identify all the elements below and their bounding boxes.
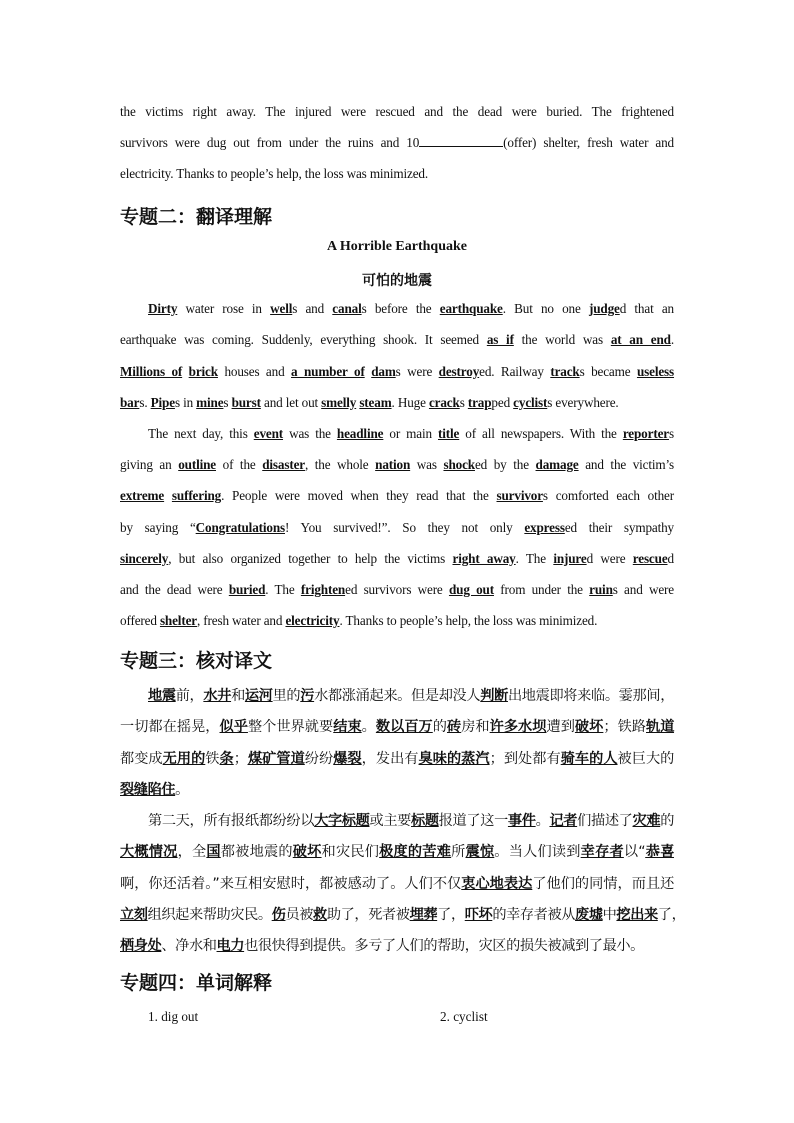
key-term: nation bbox=[375, 457, 411, 473]
text-run: and the dead were bbox=[120, 582, 229, 597]
key-term: judge bbox=[588, 301, 620, 316]
text-run: 铁 bbox=[205, 750, 220, 767]
key-term: 破坏 bbox=[292, 844, 322, 861]
text-run: and let out bbox=[260, 394, 322, 410]
text-run: ed. Railway bbox=[479, 363, 551, 379]
text-run: of all newspapers. With the bbox=[459, 426, 623, 441]
key-term: 挖出来 bbox=[616, 906, 658, 923]
text-run: 和 bbox=[231, 688, 245, 704]
paragraph-line bbox=[120, 582, 674, 598]
text-run: s bbox=[459, 394, 468, 410]
key-term: dug out bbox=[448, 582, 494, 597]
key-term: 似乎 bbox=[219, 719, 248, 736]
text-run: 啊，你还活着。”来互相安慰时，都被感动了。人们不仅 bbox=[120, 875, 462, 892]
key-term: 极度的苦难 bbox=[379, 844, 452, 861]
key-term: 恭喜 bbox=[645, 844, 674, 861]
key-term: damage bbox=[535, 457, 579, 473]
passage-title-en: A Horrible Earthquake bbox=[326, 239, 467, 254]
key-term: 大概情况 bbox=[120, 844, 178, 861]
key-term: shock bbox=[443, 457, 475, 473]
text-run: s became bbox=[579, 363, 637, 379]
text-run: 里的 bbox=[272, 688, 301, 704]
paragraph-line bbox=[120, 364, 674, 380]
paragraph-line bbox=[120, 457, 674, 473]
paragraph-line bbox=[148, 685, 674, 705]
paragraph-line bbox=[120, 904, 686, 924]
key-term: right away bbox=[452, 550, 516, 566]
text-run: 遭到 bbox=[546, 719, 575, 736]
paragraph-line bbox=[120, 873, 674, 893]
key-term: 栖身处 bbox=[120, 938, 162, 955]
key-term: 地震 bbox=[148, 688, 176, 704]
text-run: 一切都在摇晃， bbox=[120, 719, 220, 736]
text-run: 或主要 bbox=[369, 813, 412, 829]
paragraph-line bbox=[120, 395, 674, 411]
key-term: as if bbox=[486, 332, 514, 348]
key-term: injure bbox=[553, 550, 587, 566]
key-term: 伤 bbox=[271, 906, 286, 923]
key-term: 废墟 bbox=[575, 906, 603, 923]
text-run: ed their sympathy bbox=[564, 519, 674, 535]
key-term: 条 bbox=[219, 750, 234, 767]
key-term: at an end bbox=[610, 332, 671, 348]
key-term: ruin bbox=[589, 582, 613, 597]
key-term: 国 bbox=[206, 844, 221, 861]
text-run: 。 bbox=[535, 813, 550, 829]
text-run: ped bbox=[491, 394, 514, 410]
key-term: 震惊 bbox=[465, 844, 495, 861]
key-term: 埋葬 bbox=[409, 906, 438, 923]
key-term: canal bbox=[332, 301, 362, 316]
key-term: smelly bbox=[321, 394, 357, 410]
paragraph-line: electricity. Thanks to people’s help, the loss was minimized. bbox=[120, 166, 429, 181]
key-term: well bbox=[270, 301, 293, 316]
text-run: 了他们的同情，而且还 bbox=[532, 875, 674, 892]
key-term: 立刻 bbox=[120, 906, 148, 923]
key-term: Dirty bbox=[148, 301, 178, 316]
text-run: 前， bbox=[175, 688, 204, 704]
key-term: steam bbox=[359, 394, 392, 410]
text-run: ，发出有 bbox=[361, 750, 419, 767]
key-term: 污 bbox=[300, 688, 315, 704]
text-run: d bbox=[667, 550, 674, 566]
key-term: 吓坏 bbox=[464, 906, 493, 923]
text-run: the world was bbox=[513, 332, 611, 348]
key-term: 砖 bbox=[446, 719, 462, 736]
text-run: ； bbox=[233, 750, 248, 767]
key-term: 判断 bbox=[480, 688, 508, 704]
key-term: 运河 bbox=[244, 688, 273, 704]
text-run: 。 bbox=[361, 719, 376, 736]
paragraph-line-with-blank bbox=[120, 135, 674, 151]
text-run: or main bbox=[383, 426, 438, 441]
text-run: was the bbox=[283, 426, 337, 441]
text-run: 水都涨涌起来。但是却没人 bbox=[314, 688, 481, 704]
text-run: earthquake was coming. Suddenly, everything shook. It seemed bbox=[120, 332, 487, 348]
key-term: 骑车的人 bbox=[560, 750, 618, 767]
fill-blank-10[interactable] bbox=[419, 135, 503, 147]
text-run: . The bbox=[515, 550, 554, 566]
text-run: 纷纷 bbox=[304, 750, 334, 767]
text-run: . Huge bbox=[391, 394, 429, 410]
text-run: 、净水和 bbox=[161, 938, 217, 955]
paragraph-line bbox=[120, 551, 674, 567]
key-term: bar bbox=[120, 394, 140, 410]
key-term: 水井 bbox=[203, 688, 232, 704]
paragraph-line bbox=[120, 748, 674, 768]
text-run: The next day, this bbox=[148, 426, 254, 441]
text-run: 中 bbox=[602, 906, 617, 923]
text-run: , but also organized together to help the victims bbox=[168, 550, 453, 566]
text-run: 们描述了 bbox=[577, 813, 633, 829]
text-run: s were bbox=[395, 363, 439, 379]
text-run: 的 bbox=[660, 813, 674, 829]
text-run: 了， bbox=[437, 906, 465, 923]
text-run: ，全 bbox=[177, 844, 207, 861]
key-term: 破坏 bbox=[574, 719, 604, 736]
text-run: d were bbox=[586, 550, 633, 566]
key-term: event bbox=[253, 426, 284, 441]
text-run: 和灾民们 bbox=[321, 844, 380, 861]
paragraph-line bbox=[120, 488, 674, 504]
key-term: 轨道 bbox=[646, 719, 675, 736]
key-term: a number of bbox=[291, 363, 365, 379]
paragraph-line bbox=[148, 810, 674, 830]
key-term: 幸存者 bbox=[580, 844, 624, 861]
key-term: disaster bbox=[262, 457, 305, 473]
key-term: brick bbox=[188, 363, 218, 379]
key-term: Pipe bbox=[150, 394, 175, 410]
paragraph-line bbox=[120, 935, 674, 955]
key-term: reporter bbox=[622, 426, 669, 441]
key-term: 灾难 bbox=[632, 813, 661, 829]
key-term: cyclist bbox=[513, 394, 548, 410]
section2-heading: 专题二：翻译理解 bbox=[120, 206, 273, 228]
line-text: survivors were dug out from under the ruins and 10 bbox=[120, 135, 420, 150]
text-run: 所 bbox=[451, 844, 466, 861]
key-term: suffering bbox=[171, 488, 222, 504]
text-run: s and were bbox=[612, 582, 674, 597]
text-run: ed by the bbox=[474, 457, 536, 473]
text-run: 以“ bbox=[623, 844, 646, 861]
vocab-item-1: 1. dig out bbox=[148, 1009, 199, 1024]
section3-heading: 专题三：核对译文 bbox=[120, 650, 273, 672]
key-term: 许多水坝 bbox=[489, 719, 547, 736]
paragraph-line bbox=[120, 779, 674, 799]
key-term: rescue bbox=[632, 550, 668, 566]
text-run: 房和 bbox=[461, 719, 490, 736]
paragraph-line bbox=[148, 426, 674, 442]
key-term: 无用的 bbox=[162, 750, 206, 767]
text-run: s before the bbox=[361, 301, 440, 316]
key-term: 结束 bbox=[333, 719, 362, 736]
key-term: useless bbox=[636, 363, 675, 379]
paragraph-line bbox=[120, 613, 674, 629]
text-run: 组织起来帮助灾民。 bbox=[147, 906, 272, 923]
text-run: offered bbox=[120, 613, 160, 629]
key-term: 大字标题 bbox=[314, 813, 370, 829]
paragraph-line bbox=[120, 841, 674, 861]
paragraph-line bbox=[120, 332, 674, 348]
key-term: 臭味的蒸汽 bbox=[418, 750, 490, 767]
key-term: 事件 bbox=[507, 813, 536, 829]
text-run: , fresh water and bbox=[196, 613, 286, 629]
text-run: was bbox=[410, 457, 444, 473]
text-run: by saying “ bbox=[120, 519, 196, 535]
text-run: 都变成 bbox=[120, 750, 163, 767]
vocab-item-2: 2. cyclist bbox=[440, 1009, 488, 1024]
text-run: and the victim’s bbox=[578, 457, 675, 473]
key-term: survivor bbox=[496, 488, 543, 504]
key-term: frighten bbox=[300, 582, 346, 597]
text-run: ；到处都有 bbox=[489, 750, 561, 767]
key-term: headline bbox=[336, 426, 384, 441]
key-term: 煤矿管道 bbox=[247, 750, 305, 767]
key-term: title bbox=[438, 426, 460, 441]
text-run: s bbox=[223, 394, 232, 410]
text-run: s bbox=[668, 426, 674, 441]
text-run: 第二天，所有报纸都纷纷以 bbox=[148, 813, 315, 829]
text-run: . People were moved when they read that the bbox=[221, 488, 497, 504]
key-term: mine bbox=[196, 394, 224, 410]
key-term: buried bbox=[228, 582, 266, 597]
text-run: 了， bbox=[657, 906, 686, 923]
key-term: 记者 bbox=[549, 813, 578, 829]
text-run: , the whole bbox=[304, 457, 376, 473]
text-run: giving an bbox=[120, 457, 179, 473]
text-run: s and bbox=[292, 301, 333, 316]
key-term: 电力 bbox=[216, 938, 245, 955]
key-term: crack bbox=[428, 394, 460, 410]
text-run: 报道了这一 bbox=[438, 813, 508, 829]
text-run: ! You survived!”. So they not only bbox=[285, 519, 525, 535]
paragraph-line: the victims right away. The injured were rescued and the dead were buried. The frightened bbox=[120, 104, 674, 119]
text-run: water rose in bbox=[177, 301, 271, 316]
text-run: 员被 bbox=[285, 906, 314, 923]
key-term: extreme bbox=[120, 488, 165, 504]
text-run: houses and bbox=[217, 363, 292, 379]
text-run: 出地震即将来临。霎那间， bbox=[507, 688, 674, 704]
text-run: 的幸存者被从 bbox=[492, 906, 576, 923]
key-term: burst bbox=[231, 394, 261, 410]
key-term: outline bbox=[178, 457, 216, 473]
text-run: ed survivors were bbox=[345, 582, 449, 597]
text-run: d that an bbox=[619, 301, 674, 316]
text-run: 。 bbox=[175, 781, 189, 798]
text-run: 。当人们读到 bbox=[494, 844, 581, 861]
key-term: destroy bbox=[438, 363, 480, 379]
text-run: s. bbox=[139, 394, 151, 410]
text-run: s everywhere. bbox=[547, 394, 619, 410]
passage-title-cn: 可怕的地震 bbox=[362, 273, 432, 289]
text-run: ；铁路 bbox=[603, 719, 647, 736]
key-term: electricity bbox=[285, 613, 340, 629]
key-term: 衷心地表达 bbox=[461, 875, 533, 892]
text-run: . The bbox=[265, 582, 301, 597]
key-term: 爆裂 bbox=[333, 750, 362, 767]
text-run: 的 bbox=[432, 719, 447, 736]
text-run: . bbox=[670, 332, 674, 348]
text-run: 助了，死者被 bbox=[326, 906, 410, 923]
key-term: Congratulations bbox=[195, 519, 285, 535]
text-run: from under the bbox=[493, 582, 590, 597]
key-term: 救 bbox=[313, 906, 327, 923]
paragraph-line bbox=[120, 520, 674, 536]
key-term: trap bbox=[467, 394, 492, 410]
text-run: of the bbox=[216, 457, 263, 473]
key-term: shelter bbox=[159, 613, 197, 629]
line-text: (offer) shelter, fresh water and bbox=[503, 135, 674, 150]
key-term: express bbox=[524, 519, 565, 535]
text-run: 被巨大的 bbox=[617, 750, 674, 767]
text-run: 也很快得到提供。多亏了人们的帮助，灾区的损失被减到了最小。 bbox=[244, 938, 644, 955]
key-term: track bbox=[550, 363, 580, 379]
key-term: Millions of bbox=[120, 363, 183, 379]
text-run bbox=[164, 488, 172, 503]
text-run: s in bbox=[174, 394, 197, 410]
section4-heading: 专题四：单词解释 bbox=[120, 972, 273, 994]
paragraph-line bbox=[120, 716, 674, 736]
key-term: 数以百万 bbox=[375, 719, 433, 736]
text-run: . But no one bbox=[502, 301, 589, 316]
key-term: earthquake bbox=[439, 301, 503, 316]
key-term: 裂缝陷住 bbox=[120, 781, 176, 798]
text-run: . Thanks to people’s help, the loss was minimized. bbox=[339, 613, 598, 629]
paragraph-line bbox=[148, 301, 674, 317]
key-term: sincerely bbox=[120, 550, 169, 566]
text-run: 整个世界就要 bbox=[247, 719, 334, 736]
key-term: 标题 bbox=[411, 813, 439, 829]
key-term: dam bbox=[371, 363, 396, 379]
text-run: s comforted each other bbox=[542, 488, 675, 504]
text-run: 都被地震的 bbox=[220, 844, 293, 861]
